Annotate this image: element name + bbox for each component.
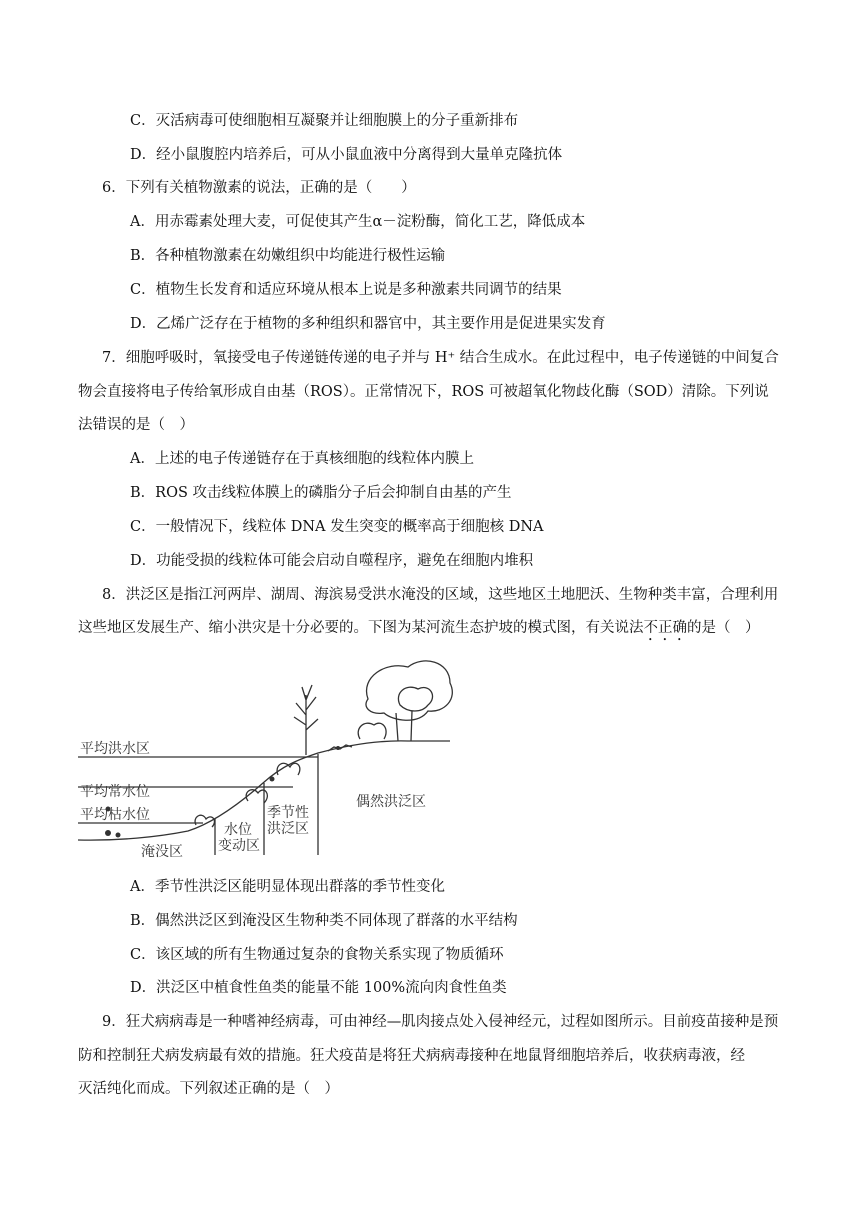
q6-option-a: A．用赤霉素处理大麦，可促使其产生α－淀粉酶，简化工艺，降低成本 <box>130 214 586 230</box>
q8-option-b: B．偶然洪泛区到淹没区生物种类不同体现了群落的水平结构 <box>130 913 518 929</box>
q9-stem-line-2: 防和控制狂犬病发病最有效的措施。狂犬疫苗是将狂犬病病毒接种在地鼠肾细胞培养后，收获病毒液，经 <box>78 1048 745 1064</box>
label-normal-level: 平均常水位 <box>80 784 150 800</box>
q8-stem-line-1: 8．洪泛区是指江河两岸、湖周、海滨易受洪水淹没的区域，这些地区土地肥沃、生物种类丰富，合理利用 <box>102 587 779 603</box>
large-tree-trunk <box>396 711 412 741</box>
q7-stem-line-2: 物会直接将电子传给氧形成自由基（ROS）。正常情况下，ROS 可被超氧化物歧化酶（SOD）清除。下列说 <box>78 384 769 400</box>
pebble-2 <box>116 833 121 838</box>
label-fluctuation-1: 水位 <box>224 822 252 838</box>
q6-option-c: C．植物生长发育和适应环境从根本上说是多种激素共同调节的结果 <box>130 282 562 298</box>
q6-option-d: D．乙烯广泛存在于植物的多种组织和器官中，其主要作用是促进果实发育 <box>130 316 606 332</box>
q5-option-c: C．灭活病毒可使细胞相互凝聚并让细胞膜上的分子重新排布 <box>130 113 519 129</box>
label-seasonal-2: 洪泛区 <box>267 821 309 837</box>
q8-emphasis-not-correct: 不正确 <box>643 620 687 636</box>
q8-stem-line-2-pre: 这些地区发展生产、缩小洪灾是十分必要的。下图为某河流生态护坡的模式图，有关说法 <box>78 620 644 636</box>
large-tree-canopy <box>366 661 452 720</box>
q8-stem-line-2-post: 的是（ ） <box>687 620 760 636</box>
small-canopy <box>398 687 432 711</box>
label-fluctuation-2: 变动区 <box>218 838 260 854</box>
river-slope-svg <box>78 655 458 860</box>
q8-option-d: D．洪泛区中植食性鱼类的能量不能 100%流向肉食性鱼类 <box>130 980 507 996</box>
shrub <box>358 723 386 739</box>
q7-option-a: A．上述的电子传递链存在于真核细胞的线粒体内膜上 <box>130 451 474 467</box>
q8-option-c: C．该区域的所有生物通过复杂的食物关系实现了物质循环 <box>130 947 504 963</box>
q9-stem-line-1: 9．狂犬病病毒是一种嗜神经病毒，可由神经—肌肉接点处入侵神经元，过程如图所示。目前疫苗接种是预 <box>102 1014 779 1030</box>
q7-option-c: C．一般情况下，线粒体 DNA 发生突变的概率高于细胞核 DNA <box>130 519 544 535</box>
q6-option-b: B．各种植物激素在幼嫩组织中均能进行极性运输 <box>130 248 446 264</box>
label-occasional-zone: 偶然洪泛区 <box>356 794 426 810</box>
label-submerged-zone: 淹没区 <box>141 844 183 860</box>
q5-option-d: D．经小鼠腹腔内培养后，可从小鼠血液中分离得到大量单克隆抗体 <box>130 147 563 163</box>
q7-option-d: D．功能受损的线粒体可能会启动自噬程序，避免在细胞内堆积 <box>130 553 534 569</box>
q8-option-a: A．季节性洪泛区能明显体现出群落的季节性变化 <box>130 879 445 895</box>
pebble-5 <box>336 746 340 750</box>
river-slope-diagram <box>78 655 458 860</box>
pebble-1 <box>105 830 111 836</box>
label-seasonal-1: 季节性 <box>267 805 309 821</box>
label-dry-level: 平均枯水位 <box>80 807 150 823</box>
thin-tree <box>294 685 318 755</box>
q7-stem-line-1: 7．细胞呼吸时，氧接受电子传递链传递的电子并与 H⁺ 结合生成水。在此过程中，电子传递链的中间复合 <box>102 350 779 366</box>
q6-stem: 6．下列有关植物激素的说法，正确的是（ ） <box>102 180 416 196</box>
pebble-4 <box>270 777 275 782</box>
label-flood-zone: 平均洪水区 <box>80 741 150 757</box>
q7-option-b: B．ROS 攻击线粒体膜上的磷脂分子后会抑制自由基的产生 <box>130 485 512 501</box>
q9-stem-line-3: 灭活纯化而成。下列叙述正确的是（ ） <box>78 1081 339 1097</box>
q8-stem-line-2 <box>78 618 760 644</box>
q7-stem-line-3: 法错误的是（ ） <box>78 417 194 433</box>
